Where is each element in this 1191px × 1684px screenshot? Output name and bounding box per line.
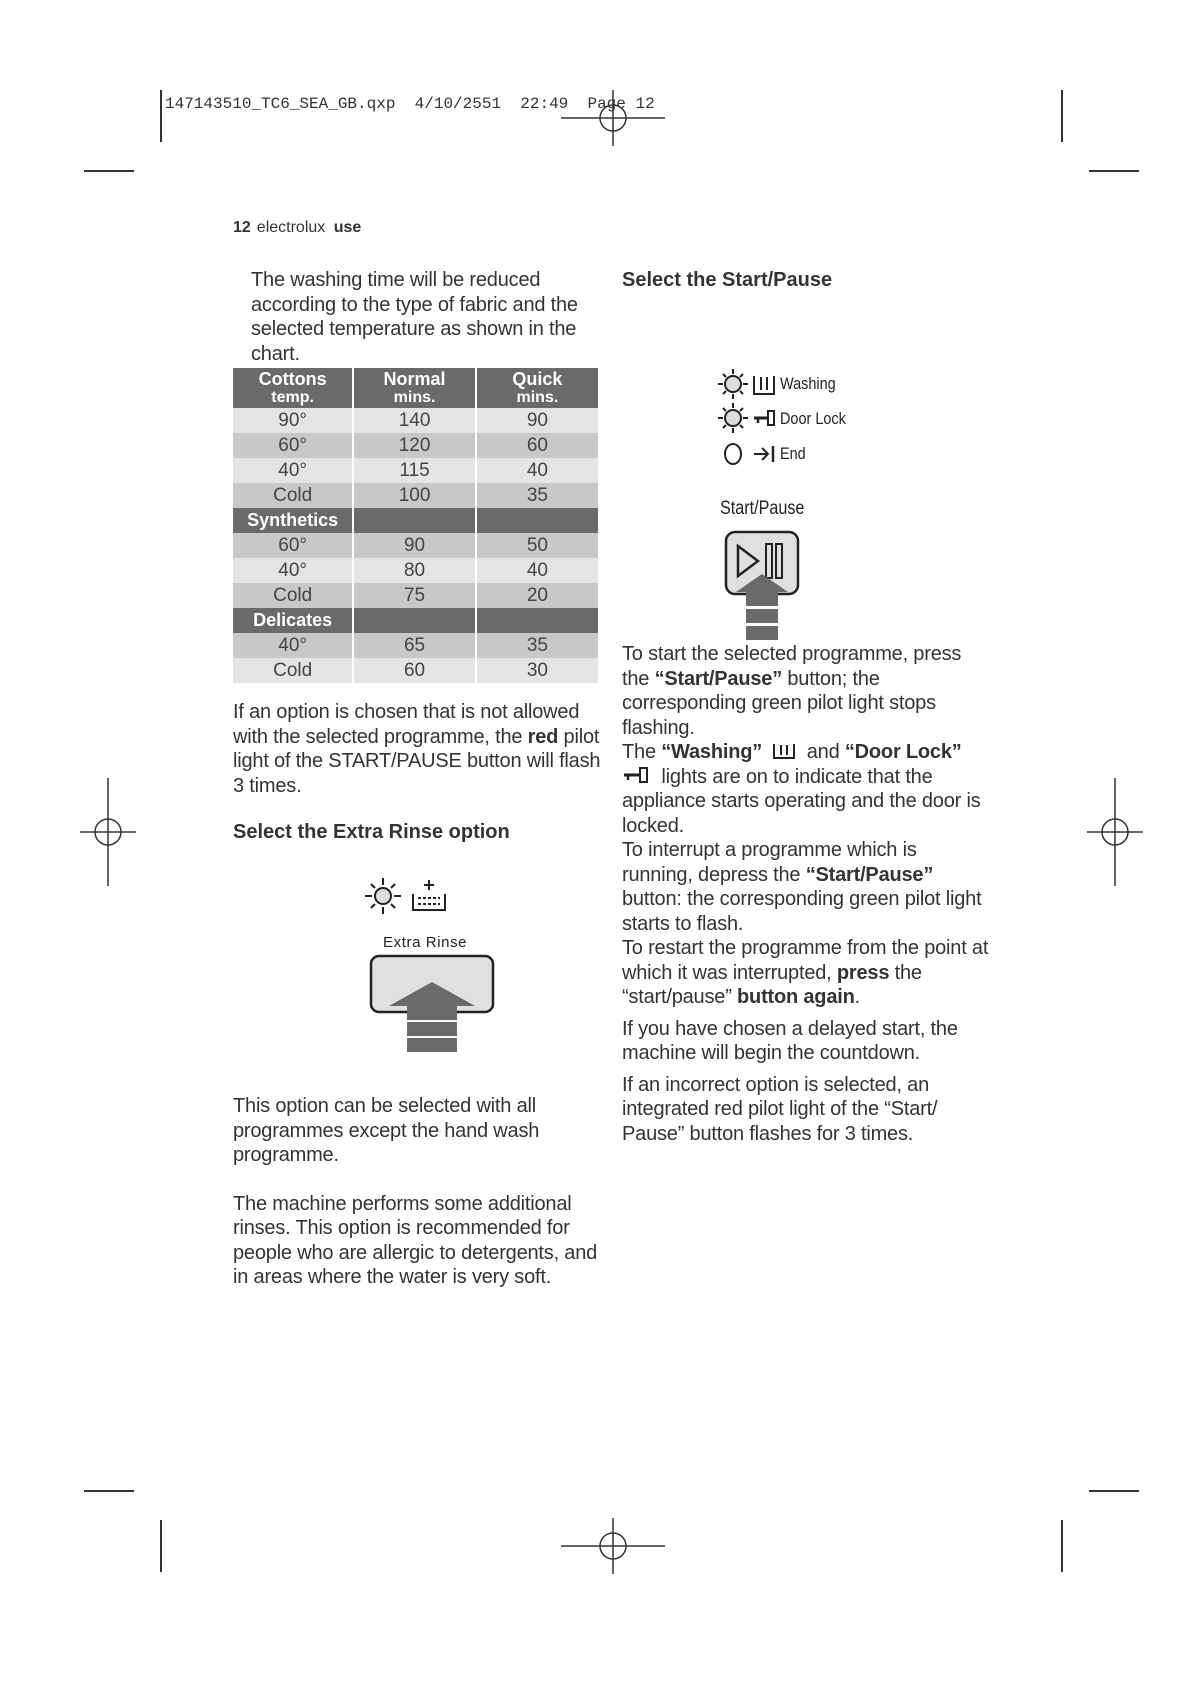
page-number: 12	[233, 219, 251, 236]
delayed-start-paragraph: If you have chosen a delayed start, the machine will begin the countdown.	[622, 1017, 958, 1064]
indicator-end-label: End	[780, 444, 806, 463]
crop-mark-top-right-vertical	[1061, 90, 1063, 142]
table-row: 60° 90 50	[233, 533, 598, 558]
crop-mark-top-left-horizontal	[84, 170, 134, 172]
extra-rinse-light-icon	[363, 874, 453, 918]
crop-mark-bottom-right-horizontal	[1089, 1490, 1139, 1492]
crop-mark-bottom-left-horizontal	[84, 1490, 134, 1492]
washing-icon	[771, 741, 797, 761]
extra-rinse-note: This option can be selected with all programmes except the hand wash programme.	[233, 1095, 540, 1166]
left-column	[233, 268, 603, 1290]
table-header-cottons: Cottons temp.	[233, 368, 353, 408]
table-row: 40° 115 40	[233, 458, 598, 483]
registration-mark-bottom	[561, 1518, 665, 1574]
registration-mark-left	[80, 778, 136, 886]
start-paragraph: To start the selected programme, press the “Start/Pause” button; the corresponding green pilot light stops flashing.	[622, 643, 962, 739]
section-name: use	[333, 219, 362, 236]
table-group-delicates: Delicates	[233, 608, 598, 633]
door-lock-icon	[622, 765, 652, 785]
table-row: Cold 60 30	[233, 658, 598, 683]
table-row: 40° 80 40	[233, 558, 598, 583]
table-row: 90° 140 90	[233, 408, 598, 433]
print-slug: 147143510_TC6_SEA_GB.qxp 4/10/2551 22:49 Page 12	[165, 95, 655, 113]
indicator-door-lock-label: Door Lock	[780, 409, 846, 428]
option-warning-paragraph: If an option is chosen that is not allowed with the selected programme, the red pilot light of the START/PAUSE button will flash 3 times.	[233, 701, 601, 797]
table-row: 60° 120 60	[233, 433, 598, 458]
table-header-quick: Quick mins.	[476, 368, 598, 408]
incorrect-option-paragraph: If an incorrect option is selected, an integrated red pilot light of the “Start/ Pause” button flashes for 3 times.	[622, 1073, 938, 1145]
crop-mark-top-right-horizontal	[1089, 170, 1139, 172]
start-pause-illustration	[622, 292, 992, 642]
washing-time-table	[233, 368, 598, 683]
extra-rinse-label: Extra Rinse	[383, 934, 468, 951]
table-header-normal: Normal mins.	[353, 368, 476, 408]
table-row: 40° 65 35	[233, 633, 598, 658]
table-row: Cold 100 35	[233, 483, 598, 508]
start-pause-button-label: Start/Pause	[720, 498, 805, 519]
start-pause-heading: Select the Start/Pause	[622, 269, 833, 291]
right-column	[622, 268, 992, 1146]
interrupt-paragraph: To interrupt a programme which is running, depress the “Start/Pause” button: the corresponding green pilot light starts to flash.	[622, 839, 982, 935]
start-pause-button[interactable]	[722, 530, 802, 650]
crop-mark-bottom-left-vertical	[160, 1520, 162, 1572]
running-head	[233, 219, 361, 237]
brand-name: electrolux	[256, 219, 326, 236]
extra-rinse-heading: Select the Extra Rinse option	[233, 821, 510, 843]
indicator-washing-label: Washing	[780, 374, 836, 393]
registration-mark-right	[1087, 778, 1143, 886]
extra-rinse-illustration	[233, 854, 603, 1094]
intro-paragraph: The washing time will be reduced according to the type of fabric and the selected temperature as shown in the chart.	[251, 269, 578, 365]
extra-rinse-button[interactable]	[369, 954, 495, 1074]
restart-paragraph: To restart the programme from the point at which it was interrupted, press the “start/pause” button again.	[622, 937, 989, 1008]
table-group-synthetics: Synthetics	[233, 508, 598, 533]
crop-mark-top-left-vertical	[160, 90, 162, 142]
registration-mark-top	[561, 90, 665, 146]
extra-rinse-description: The machine performs some additional rinses. This option is recommended for people who are allergic to detergents, and in areas where the water is very soft.	[233, 1192, 598, 1288]
crop-mark-bottom-right-vertical	[1061, 1520, 1063, 1572]
table-row: Cold 75 20	[233, 583, 598, 608]
lights-paragraph: The “Washing” and “Door Lock” lights are on to indicate that the appliance starts operating and the door is locked.	[622, 741, 981, 837]
